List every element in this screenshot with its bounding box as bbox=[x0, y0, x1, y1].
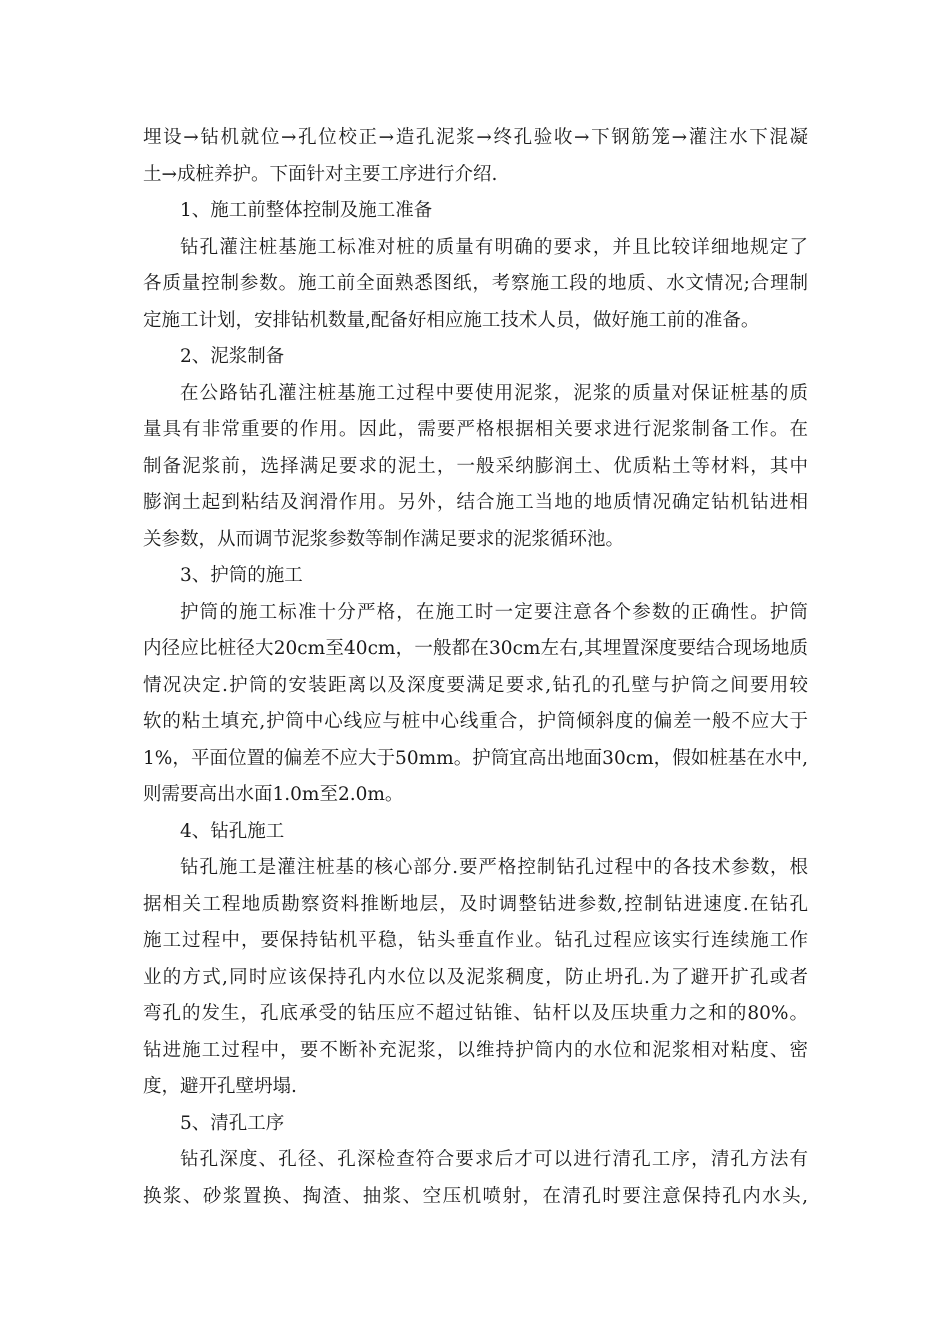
text-line: 关参数，从而调节泥浆参数等制作满足要求的泥浆循环池。 bbox=[143, 528, 625, 550]
text-line: 软的粘土填充,护筒中心线应与桩中心线重合，护筒倾斜度的偏差一般不应大于 bbox=[143, 711, 808, 732]
section-heading: 1、施工前整体控制及施工准备 bbox=[180, 200, 433, 221]
paragraph-first-line: 护筒的施工标准十分严格，在施工时一定要注意各个参数的正确性。护筒 bbox=[180, 601, 808, 623]
paragraph-first-line: 钻孔施工是灌注桩基的核心部分.要严格控制钻孔过程中的各技术参数，根 bbox=[180, 857, 808, 878]
paragraph-first-line: 在公路钻孔灌注桩基施工过程中要使用泥浆，泥浆的质量对保证桩基的质 bbox=[180, 382, 808, 404]
text-line: 换浆、砂浆置换、掏渣、抽浆、空压机喷射，在清孔时要注意保持孔内水头, bbox=[143, 1185, 808, 1207]
text-line: 膨润土起到粘结及润滑作用。另外，结合施工当地的地质情况确定钻机钻进相 bbox=[143, 492, 808, 513]
document-body bbox=[143, 120, 808, 1215]
text-line: 1%，平面位置的偏差不应大于50mm。护筒宜高出地面30cm，假如桩基在水中, bbox=[143, 747, 808, 769]
text-line: 情况决定.护筒的安装距离以及深度要满足要求,钻孔的孔壁与护筒之间要用较 bbox=[143, 674, 808, 696]
text-line: 业的方式,同时应该保持孔内水位以及泥浆稠度，防止坍孔.为了避开扩孔或者 bbox=[143, 966, 808, 988]
section-heading: 4、钻孔施工 bbox=[180, 820, 285, 842]
paragraph-first-line: 钻孔深度、孔径、孔深检查符合要求后才可以进行清孔工序，清孔方法有 bbox=[180, 1149, 808, 1170]
text-line: 埋设→钻机就位→孔位校正→造孔泥浆→终孔验收→下钢筋笼→灌注水下混凝 bbox=[143, 127, 808, 148]
text-line: 定施工计划，安排钻机数量,配备好相应施工技术人员，做好施工前的准备。 bbox=[143, 309, 760, 331]
section-heading: 2、泥浆制备 bbox=[180, 346, 285, 367]
text-line: 土→成桩养护。下面针对主要工序进行介绍. bbox=[143, 163, 498, 185]
text-line: 弯孔的发生，孔底承受的钻压应不超过钻锥、钻杆以及压块重力之和的80%。 bbox=[143, 1003, 808, 1024]
text-line: 据相关工程地质勘察资料推断地层，及时调整钻进参数,控制钻进速度.在钻孔 bbox=[143, 893, 808, 915]
paragraph-first-line: 钻孔灌注桩基施工标准对桩的质量有明确的要求，并且比较详细地规定了 bbox=[180, 236, 808, 258]
text-line: 施工过程中，要保持钻机平稳，钻头垂直作业。钻孔过程应该实行连续施工作 bbox=[143, 930, 808, 951]
section-heading: 5、清孔工序 bbox=[180, 1112, 285, 1134]
text-line: 各质量控制参数。施工前全面熟悉图纸，考察施工段的地质、水文情况;合理制 bbox=[143, 273, 808, 294]
text-line: 则需要高出水面1.0m至2.0m。 bbox=[143, 784, 404, 805]
text-line: 制备泥浆前，选择满足要求的泥土，一般采纳膨润土、优质粘土等材料，其中 bbox=[143, 455, 808, 477]
text-line: 度，避开孔壁坍塌. bbox=[143, 1076, 297, 1097]
text-line: 钻进施工过程中，要不断补充泥浆，以维持护筒内的水位和泥浆相对粘度、密 bbox=[143, 1039, 808, 1061]
text-line: 量具有非常重要的作用。因此，需要严格根据相关要求进行泥浆制备工作。在 bbox=[143, 419, 808, 440]
text-line: 内径应比桩径大20cm至40cm，一般都在30cm左右,其埋置深度要结合现场地质 bbox=[143, 638, 808, 659]
section-heading: 3、护筒的施工 bbox=[180, 565, 303, 586]
